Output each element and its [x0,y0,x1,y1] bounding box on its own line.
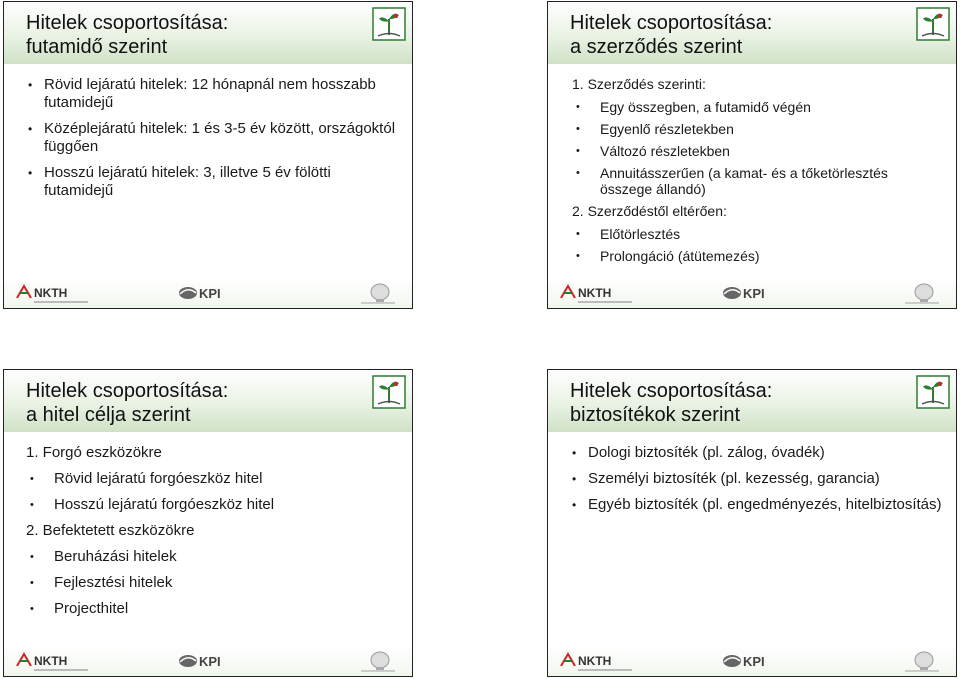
slide-title-line1: Hitelek csoportosítása: [570,12,773,34]
numbered-heading: 1. Szerződés szerinti: [572,76,706,92]
bullet-icon: • [572,498,577,512]
slide-title-line2: biztosítékok szerint [570,404,741,426]
list-item [26,574,398,592]
list-item [570,496,942,514]
slide-szerzodes [547,1,957,309]
list-item-text: Dologi biztosíték (pl. zálog, óvadék) [588,444,825,461]
list-item [26,548,398,566]
kpi-logo-text: KPI [743,654,765,669]
bullet-icon: • [30,473,34,485]
lightbulb-logo-icon [358,650,398,674]
slide-title-line2: futamidő szerint [26,36,168,58]
bullet-icon: • [576,145,580,157]
sprout-logo-icon [372,7,406,41]
bullet-icon: • [28,78,33,92]
slide-title [26,11,228,59]
list-item [572,143,942,159]
list-item [570,470,942,488]
slide-hitel-celja [3,369,413,677]
list-item [26,120,398,156]
list-item [26,600,398,618]
slide-title [26,379,228,427]
bullet-icon: • [28,166,33,180]
list-item-text: Beruházási hitelek [54,548,177,565]
list-item-text: Fejlesztési hitelek [54,574,173,591]
slide-body [26,76,398,208]
list-item-text: Annuitásszerűen (a kamat- és a tőketörlesztés összege állandó) [600,165,888,197]
list-item-text: Személyi biztosíték (pl. kezesség, garancia) [588,470,880,487]
list-item-text: Rövid lejáratú forgóeszköz hitel [54,470,263,487]
slide-title-line1: Hitelek csoportosítása: [26,380,229,402]
list-item [572,165,942,197]
bullet-icon: • [572,472,577,486]
numbered-heading: 2. Befektetett eszközökre [26,522,195,539]
bullet-icon: • [576,250,580,262]
slide-title-line1: Hitelek csoportosítása: [570,380,773,402]
kpi-logo-text: KPI [199,286,221,301]
bullet-icon: • [576,123,580,135]
kpi-logo-icon [722,284,778,302]
kpi-logo-text: KPI [743,286,765,301]
bullet-icon: • [28,122,33,136]
list-item-text: Projecthitel [54,600,129,617]
sprout-logo-icon [372,375,406,409]
list-item [570,444,942,462]
slide-title [570,379,772,427]
sprout-logo-icon [916,375,950,409]
nkth-logo-icon [14,280,94,306]
slide-footer [4,646,412,676]
nkth-logo-icon [558,280,638,306]
kpi-logo-icon [178,652,234,670]
list-item [572,121,942,137]
nkth-logo-icon [558,648,638,674]
list-item-text: Egyenlő részletekben [600,121,734,137]
slide-title [570,11,772,59]
slide-footer [548,278,956,308]
nkth-logo-text: NKTH [34,286,68,300]
list-item-text: Egyéb biztosíték (pl. engedményezés, hitelbiztosítás) [588,496,942,513]
list-item [572,99,942,115]
numbered-heading: 2. Szerződéstől eltérően: [572,203,727,219]
bullet-icon: • [30,551,34,563]
nkth-logo-text: NKTH [578,286,612,300]
slide-footer [548,646,956,676]
slide-title-line2: a hitel célja szerint [26,404,191,426]
list-item [26,76,398,112]
list-item-text: Egy összegben, a futamidő végén [600,99,811,115]
bullet-icon: • [572,446,577,460]
lightbulb-logo-icon [902,650,942,674]
list-item-text: Előtörlesztés [600,226,681,242]
list-item-text: Hosszú lejáratú hitelek: 3, illetve 5 év fölötti futamidejű [44,164,331,199]
lightbulb-logo-icon [902,282,942,306]
sprout-logo-icon [916,7,950,41]
slide-futamido [3,1,413,309]
list-item-text: Középlejáratú hitelek: 1 és 3-5 év között, országoktól függően [44,120,396,155]
slide-body [570,444,942,522]
bullet-icon: • [30,577,34,589]
slide-biztositekok [547,369,957,677]
bullet-icon: • [30,603,34,615]
bullet-icon: • [576,167,580,179]
bullet-icon: • [576,228,580,240]
slide-title-line2: a szerződés szerint [570,36,743,58]
nkth-logo-text: NKTH [578,654,612,668]
list-item-text: Változó részletekben [600,143,730,159]
slide-title-line1: Hitelek csoportosítása: [26,12,229,34]
list-item [26,470,398,488]
list-item [26,496,398,514]
kpi-logo-text: KPI [199,654,221,669]
numbered-heading: 1. Forgó eszközökre [26,444,162,461]
slide-footer [4,278,412,308]
slide-body [572,76,942,270]
slide-body [26,444,398,626]
bullet-icon: • [30,499,34,511]
list-item-text: Rövid lejáratú hitelek: 12 hónapnál nem hosszabb futamidejű [44,76,376,111]
bullet-icon: • [576,101,580,113]
list-item [572,248,942,264]
nkth-logo-text: NKTH [34,654,68,668]
list-item-text: Hosszú lejáratú forgóeszköz hitel [54,496,275,513]
list-item [26,164,398,200]
lightbulb-logo-icon [358,282,398,306]
list-item [572,226,942,242]
kpi-logo-icon [178,284,234,302]
kpi-logo-icon [722,652,778,670]
nkth-logo-icon [14,648,94,674]
list-item-text: Prolongáció (átütemezés) [600,248,760,264]
